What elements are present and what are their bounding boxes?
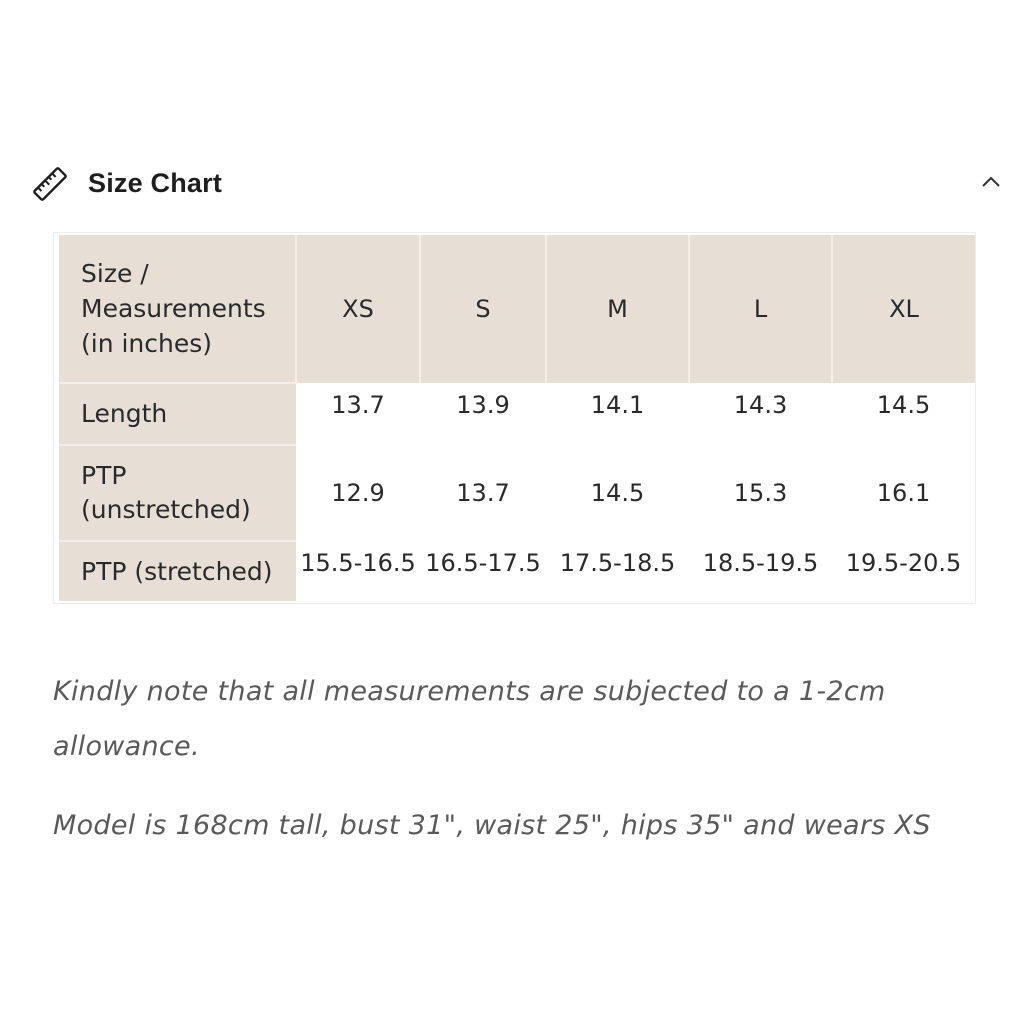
row-label-line: Length	[81, 399, 168, 428]
size-chart-title: Size Chart	[88, 168, 223, 198]
table-cell: 13.7	[296, 383, 420, 445]
row-label-line: PTP	[81, 461, 127, 490]
table-row	[59, 383, 975, 445]
notes-section	[53, 664, 973, 846]
model-note: Model is 168cm tall, bust 31", waist 25", hips 35" and wears XS	[53, 810, 931, 841]
corner-label-line: Size /	[81, 259, 149, 288]
size-header-xs: XS	[296, 235, 420, 383]
table-cell: 18.5-19.5	[689, 541, 832, 601]
table-cell: 13.9	[420, 383, 546, 445]
allowance-note: Kindly note that all measurements are subjected to a 1-2cm allowance.	[53, 676, 886, 762]
corner-label-line: Measurements	[81, 294, 266, 323]
table-row	[59, 541, 975, 601]
size-header-s: S	[420, 235, 546, 383]
row-label-ptp-unstretched	[59, 445, 296, 541]
table-cell: 17.5-18.5	[546, 541, 689, 601]
table-cell: 12.9	[296, 445, 420, 541]
table-cell: 19.5-20.5	[832, 541, 975, 601]
table-cell: 16.1	[832, 445, 975, 541]
size-header-m: M	[546, 235, 689, 383]
row-label-ptp-stretched	[59, 541, 296, 601]
size-header-l: L	[689, 235, 832, 383]
table-cell: 16.5-17.5	[420, 541, 546, 601]
size-chart-header[interactable]	[30, 160, 1006, 206]
table-row	[59, 445, 975, 541]
corner-header-cell	[59, 235, 296, 383]
table-cell: 15.3	[689, 445, 832, 541]
table-cell: 15.5-16.5	[296, 541, 420, 601]
size-table-container	[53, 232, 976, 604]
row-label-line: PTP (stretched)	[81, 556, 273, 586]
table-cell: 14.3	[689, 383, 832, 445]
ruler-icon	[30, 164, 70, 204]
row-label-length	[59, 383, 296, 445]
size-header-xl: XL	[832, 235, 975, 383]
row-label-line: (unstretched)	[81, 495, 251, 524]
size-table	[59, 235, 975, 601]
table-cell: 14.5	[546, 445, 689, 541]
corner-label-line: (in inches)	[81, 329, 213, 358]
chevron-up-icon[interactable]	[980, 174, 1002, 190]
table-cell: 13.7	[420, 445, 546, 541]
table-cell: 14.5	[832, 383, 975, 445]
table-header-row	[59, 235, 975, 383]
table-cell: 14.1	[546, 383, 689, 445]
